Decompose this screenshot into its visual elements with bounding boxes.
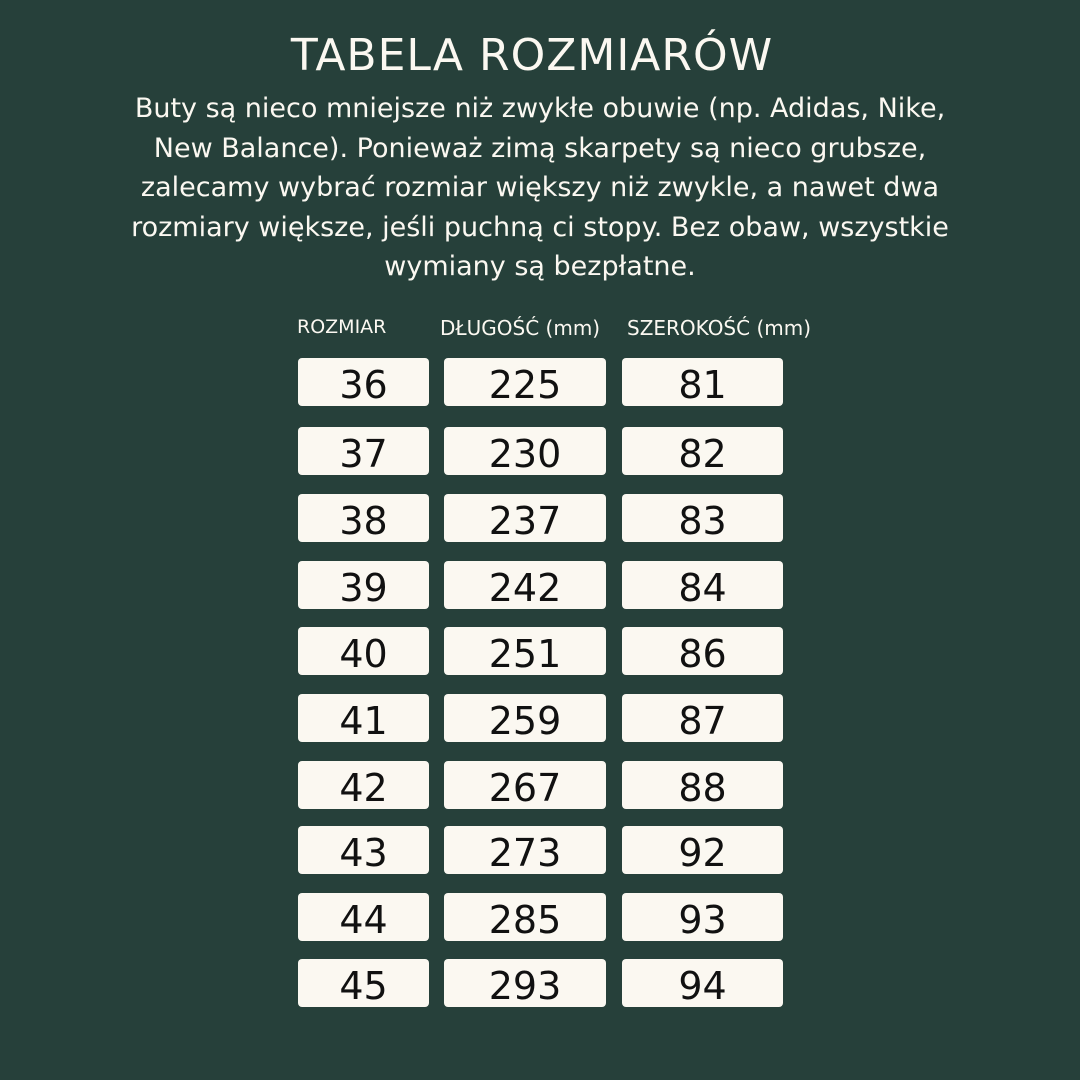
page-title: TABELA ROZMIARÓW (290, 30, 774, 81)
size-cell: 43 (298, 826, 429, 874)
size-cell: 44 (298, 893, 429, 941)
table-row (0, 694, 1080, 746)
table-row (0, 959, 1080, 1011)
length-cell: 293 (444, 959, 606, 1007)
table-row (0, 494, 1080, 546)
table-row (0, 826, 1080, 878)
length-cell: 242 (444, 561, 606, 609)
length-cell: 251 (444, 627, 606, 675)
length-cell: 285 (444, 893, 606, 941)
size-cell: 42 (298, 761, 429, 809)
width-cell: 82 (622, 427, 783, 475)
width-cell: 83 (622, 494, 783, 542)
length-cell: 237 (444, 494, 606, 542)
size-cell: 40 (298, 627, 429, 675)
size-guide-description: Buty są nieco mniejsze niż zwykłe obuwie (np. Adidas, Nike, New Balance). Ponieważ zimą skarpety są nieco grubsze, zalecamy wybrać rozmiar większy niż zwykle, a nawet dwa rozmiary większe, jeśli puchną ci stopy. Bez obaw, wszystkie wymiany są bezpłatne. (131, 93, 949, 282)
width-cell: 84 (622, 561, 783, 609)
size-cell: 41 (298, 694, 429, 742)
length-cell: 230 (444, 427, 606, 475)
width-cell: 93 (622, 893, 783, 941)
size-cell: 36 (298, 358, 429, 406)
size-cell: 45 (298, 959, 429, 1007)
width-cell: 94 (622, 959, 783, 1007)
size-cell: 37 (298, 427, 429, 475)
length-cell: 225 (444, 358, 606, 406)
width-cell: 86 (622, 627, 783, 675)
length-cell: 267 (444, 761, 606, 809)
table-row (0, 561, 1080, 613)
width-cell: 88 (622, 761, 783, 809)
column-header-length: DŁUGOŚĆ (mm) (440, 316, 601, 340)
length-cell: 259 (444, 694, 606, 742)
column-header-size: ROZMIAR (297, 316, 387, 338)
width-cell: 81 (622, 358, 783, 406)
column-header-width: SZEROKOŚĆ (mm) (627, 316, 812, 340)
width-cell: 92 (622, 826, 783, 874)
width-cell: 87 (622, 694, 783, 742)
length-cell: 273 (444, 826, 606, 874)
table-row (0, 627, 1080, 679)
table-row (0, 427, 1080, 479)
size-cell: 38 (298, 494, 429, 542)
table-row (0, 893, 1080, 945)
table-row (0, 761, 1080, 813)
size-cell: 39 (298, 561, 429, 609)
table-row (0, 358, 1080, 410)
